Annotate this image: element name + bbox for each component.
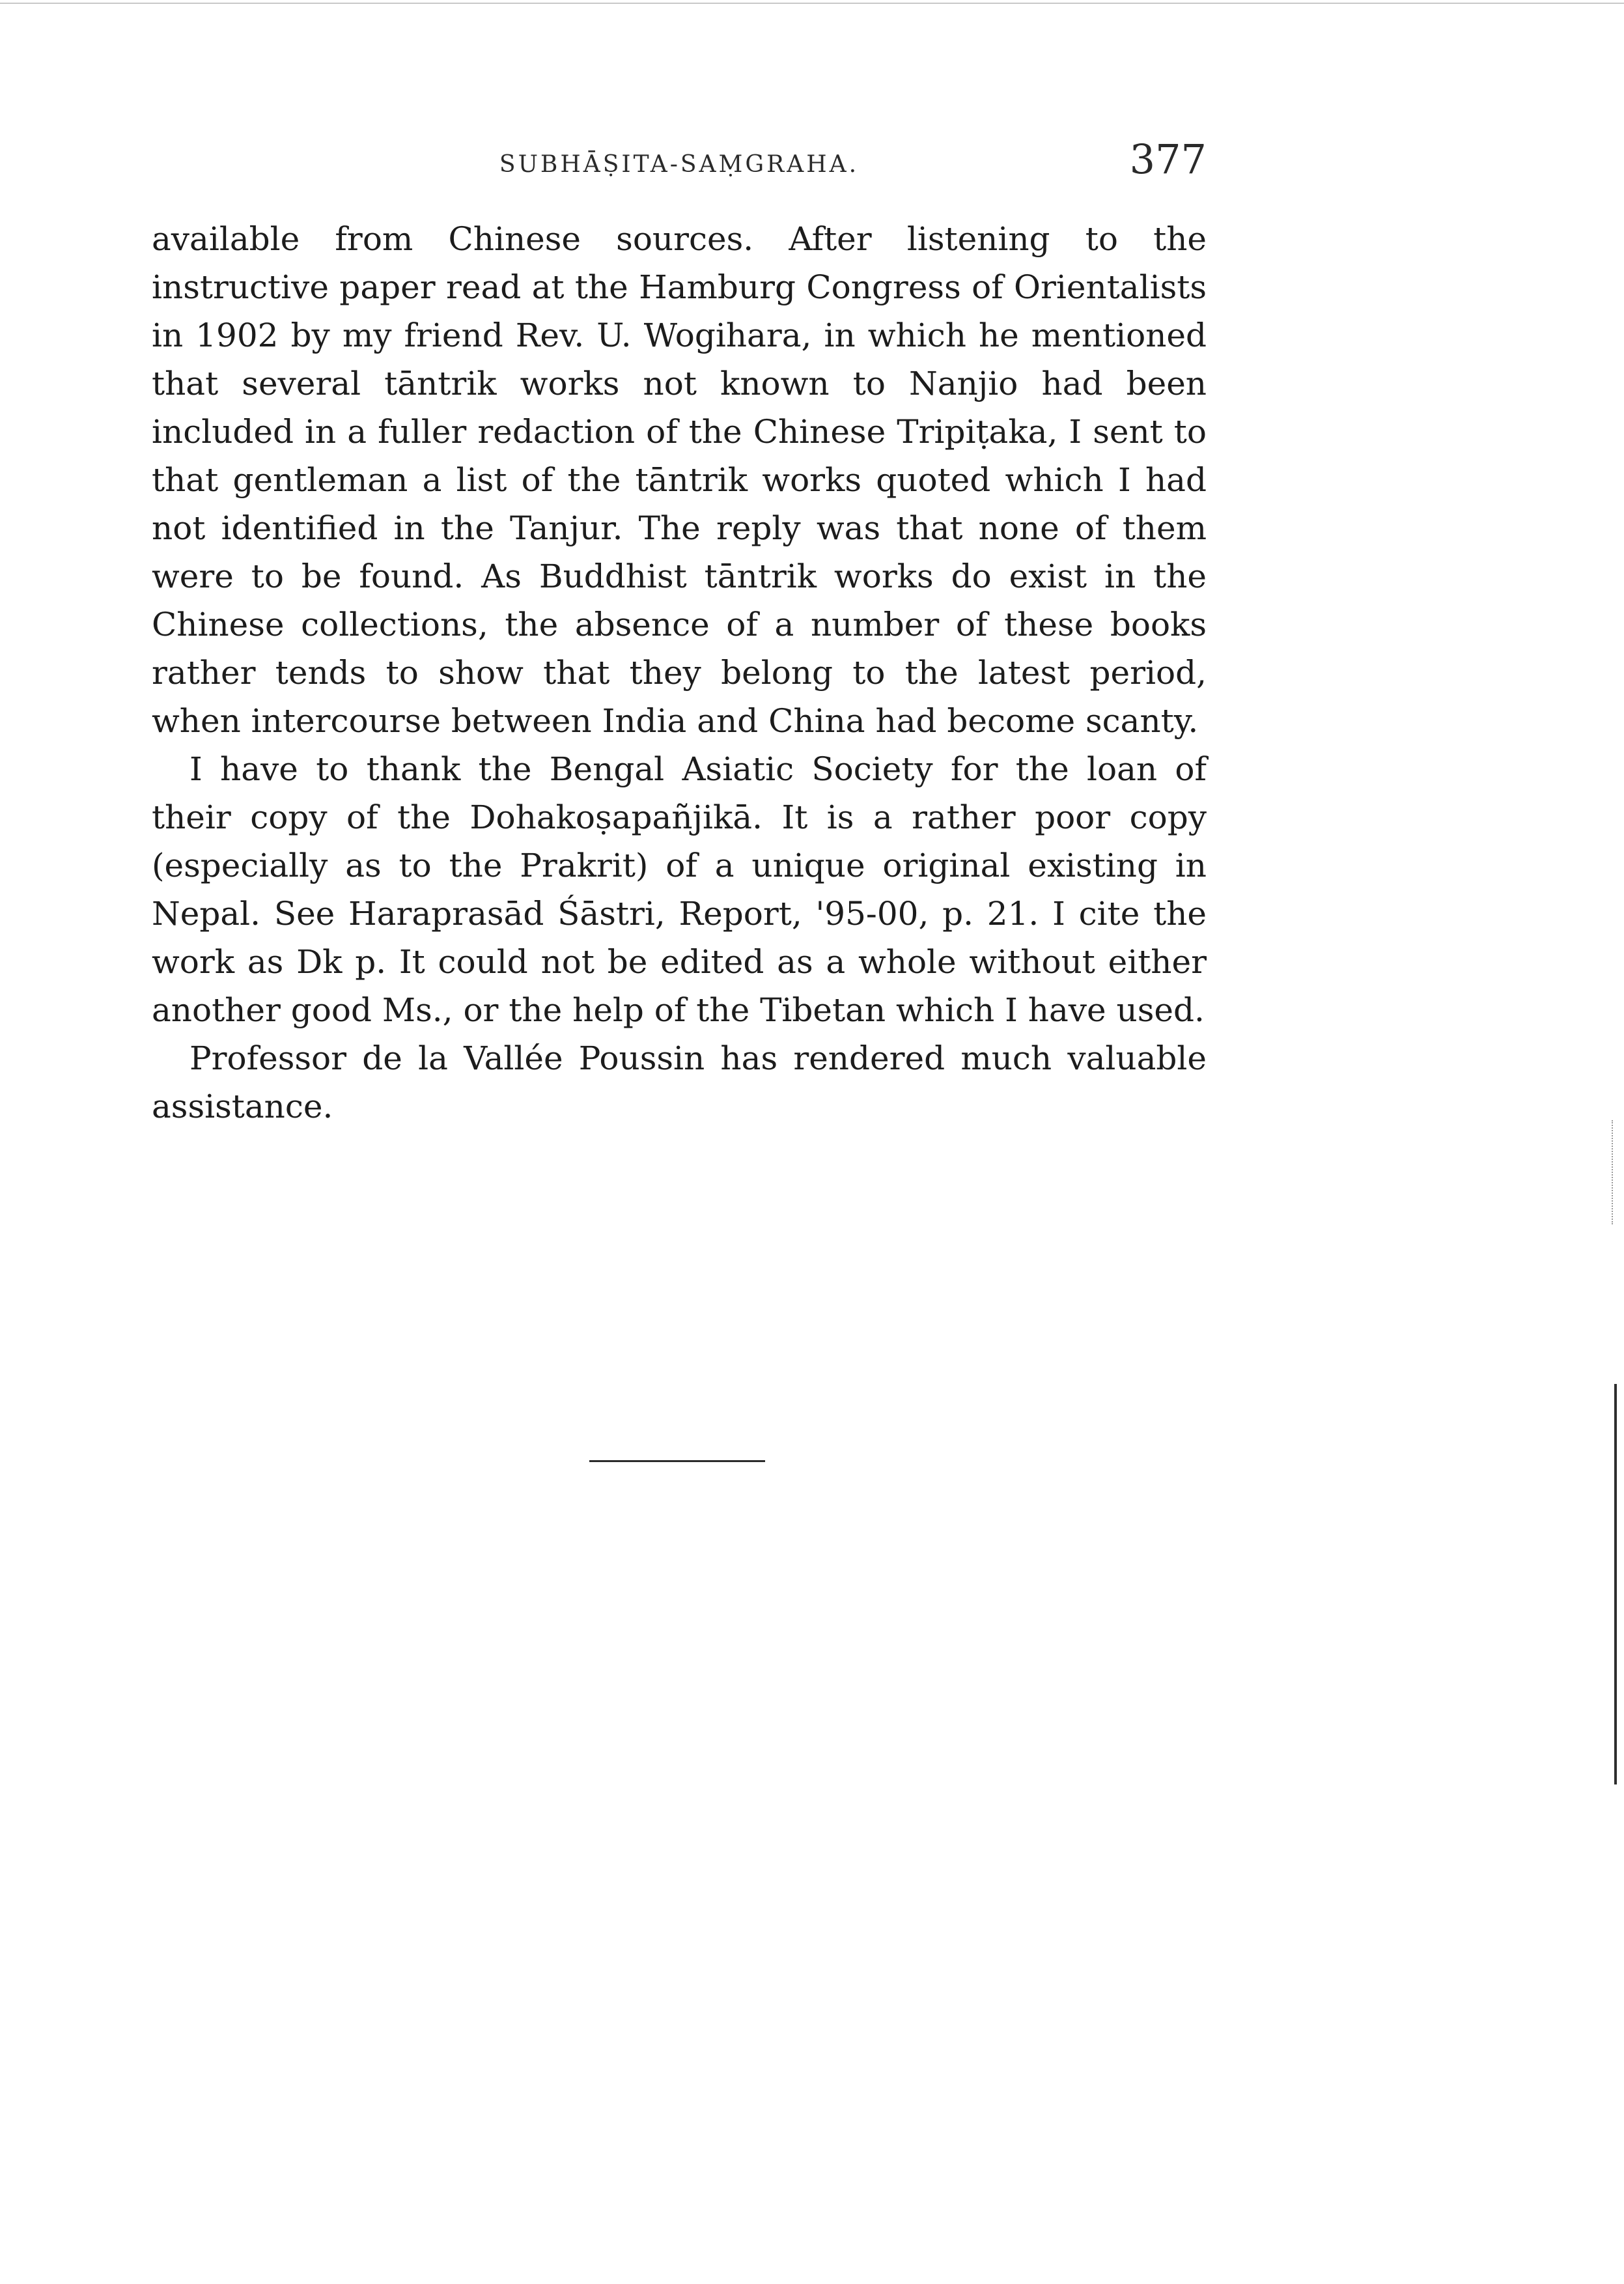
page-number: 377 [1129,135,1207,183]
page-top-edge [0,3,1624,4]
paragraph-acknowledgement-poussin: Professor de la Vallée Poussin has rendered much valuable assistance. [152,1039,1207,1125]
running-title: SUBHĀṢITA-SAṂGRAHA. [499,151,860,178]
body-text [152,215,1207,1131]
scan-edge-marks [1612,1120,1614,1224]
page-header [152,124,1207,182]
paragraph-acknowledgement-bengal-society: I have to thank the Bengal Asiatic Society for the loan of their copy of the Dohakoṣapañjikā. It is a rather poor copy (especially as to the Prakrit) of a unique original existing in Nepal. See Haraprasād Śāstri, Report, '95-00, p. 21. I cite the work as Dk p. It could not be edited as a whole without either another good Ms., or the help of the Tibetan which I have used. [152,750,1207,1029]
paragraph-chinese-sources: available from Chinese sources. After listening to the instructive paper read at the Hamburg Congress of Orientalists in 1902 by my friend Rev. U. Wogihara, in which he mentioned that several tāntrik works not known to Nanjio had been included in a fuller redaction of the Chinese Tripiṭaka, I sent to that gentleman a list of the tāntrik works quoted which I had not identified in the Tanjur. The reply was that none of them were to be found. As Buddhist tāntrik works do exist in the Chinese collections, the absence of a number of these books rather tends to show that they belong to the latest period, when intercourse between India and China had become scanty. [152,220,1207,740]
section-end-rule [589,1460,765,1462]
scan-binding-edge [1614,1384,1617,1784]
